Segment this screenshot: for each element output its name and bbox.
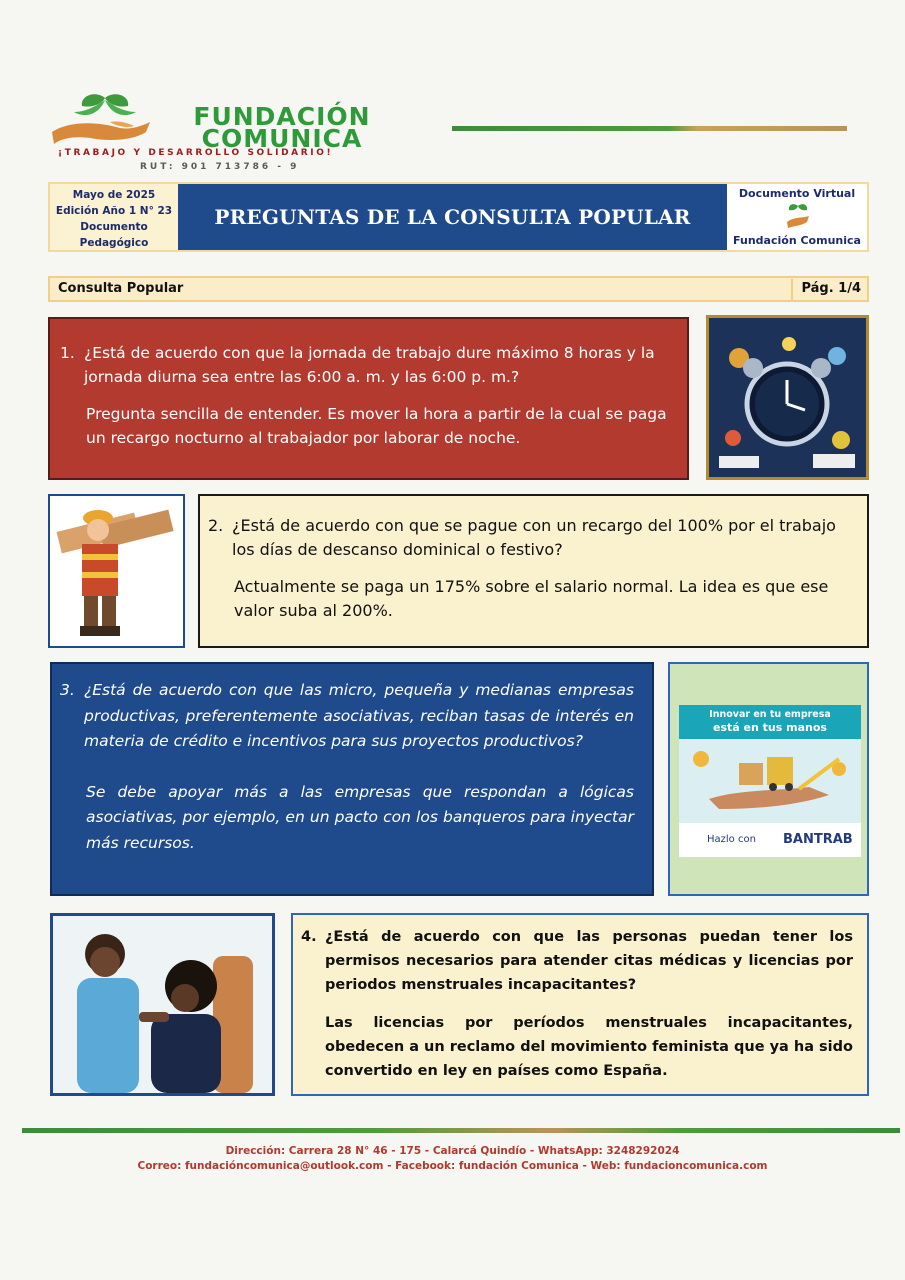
worker-illustration — [48, 494, 185, 648]
ad-headline-line2: está en tus manos — [713, 721, 827, 734]
question-3-note: Se debe apoyar más a las empresas que respondan a lógicas asociativas, por ejemplo, en un pacto con los banqueros para inyectar más recursos. — [86, 782, 634, 852]
question-1-number: 1. — [60, 344, 75, 362]
title-band — [48, 182, 869, 252]
organization-name — [162, 102, 402, 153]
page-number: Pág. 1/4 — [791, 279, 861, 301]
virtual-doc-org: Fundación Comunica — [733, 234, 861, 247]
nurse-patient-icon — [53, 916, 272, 1093]
edition-doc-type: Documento — [80, 221, 148, 233]
alarm-clock-illustration — [706, 315, 869, 480]
footer-contact — [0, 1144, 905, 1174]
edition-date: Mayo de 2025 — [72, 189, 156, 201]
organization-tagline: ¡TRABAJO Y DESARROLLO SOLIDARIO! — [58, 148, 334, 158]
ad-brand: BANTRAB — [783, 832, 853, 847]
ad-cta: Hazlo con — [707, 834, 756, 845]
section-title: Consulta Popular — [58, 281, 184, 296]
question-1-text: ¿Está de acuerdo con que la jornada de trabajo dure máximo 8 horas y la jornada diurna sea entre las 6:00 a. m. y las 6:00 p. m.? — [84, 344, 655, 386]
clock-icon — [709, 318, 866, 477]
footer-links: Correo: fundacióncomunica@outlook.com - Facebook: fundación Comunica - Web: fundacioncomunica.com — [137, 1160, 768, 1172]
footer-address: Dirección: Carrera 28 N° 46 - 175 - Calarcá Quindío - WhatsApp: 3248292024 — [225, 1145, 680, 1157]
hand-leaf-logo-icon — [50, 92, 160, 148]
question-3 — [60, 678, 634, 755]
question-1-box — [48, 317, 689, 480]
organization-rut: RUT: 901 713786 - 9 — [140, 162, 300, 172]
question-4-number: 4. — [301, 929, 317, 945]
section-bar — [48, 276, 869, 302]
question-2-box — [198, 494, 869, 648]
construction-worker-icon — [50, 496, 183, 646]
question-3-box — [50, 662, 654, 896]
question-2-text: ¿Está de acuerdo con que se pague con un recargo del 100% por el trabajo los días de descanso dominical o festivo? — [232, 516, 836, 559]
question-2-number: 2. — [208, 516, 224, 535]
ad-footer — [679, 823, 861, 857]
org-name-line2: COMUNICA — [201, 124, 363, 153]
footer-divider — [22, 1128, 900, 1133]
mini-logo-icon — [785, 202, 811, 230]
edition-number: Edición Año 1 N° 23 — [55, 205, 173, 217]
ad-panel — [679, 705, 861, 857]
question-4-box — [291, 913, 869, 1096]
edition-info — [50, 184, 178, 250]
header-divider — [452, 126, 847, 131]
ad-headline-line1: Innovar en tu empresa — [709, 709, 831, 720]
org-name-line1: FUNDACIÓN — [193, 102, 371, 131]
virtual-doc-info — [727, 184, 867, 250]
nurse-patient-photo — [50, 913, 275, 1096]
hand-forklift-icon — [679, 739, 861, 823]
question-3-number: 3. — [60, 681, 75, 699]
organization-logo — [50, 92, 410, 182]
virtual-doc-label: Documento Virtual — [738, 187, 856, 200]
question-4-note: Las licencias por períodos menstruales incapacitantes, obedecen a un reclamo del movimiento feminista que ya ha sido convertido en ley en países como España. — [325, 1015, 853, 1079]
question-4-text: ¿Está de acuerdo con que las personas puedan tener los permisos necesarios para atender citas médicas y licencias por periodos menstruales incapacitantes? — [325, 929, 853, 993]
question-1 — [60, 341, 669, 389]
question-1-note: Pregunta sencilla de entender. Es mover la hora a partir de la cual se paga un recargo nocturno al trabajador por laborar de noche. — [86, 405, 667, 447]
page-title: PREGUNTAS DE LA CONSULTA POPULAR — [178, 184, 727, 250]
edition-doc-kind: Pedagógico — [79, 237, 149, 249]
bank-ad-image — [668, 662, 869, 896]
question-2-note: Actualmente se paga un 175% sobre el salario normal. La idea es que ese valor suba al 200%. — [234, 577, 829, 620]
question-2 — [208, 514, 853, 562]
question-3-text: ¿Está de acuerdo con que las micro, pequeña y medianas empresas productivas, preferentemente asociativas, reciban tasas de interés en materia de crédito e incentivos para sus proyectos productivos? — [84, 681, 634, 750]
question-4 — [301, 925, 853, 997]
ad-headline — [679, 705, 861, 739]
